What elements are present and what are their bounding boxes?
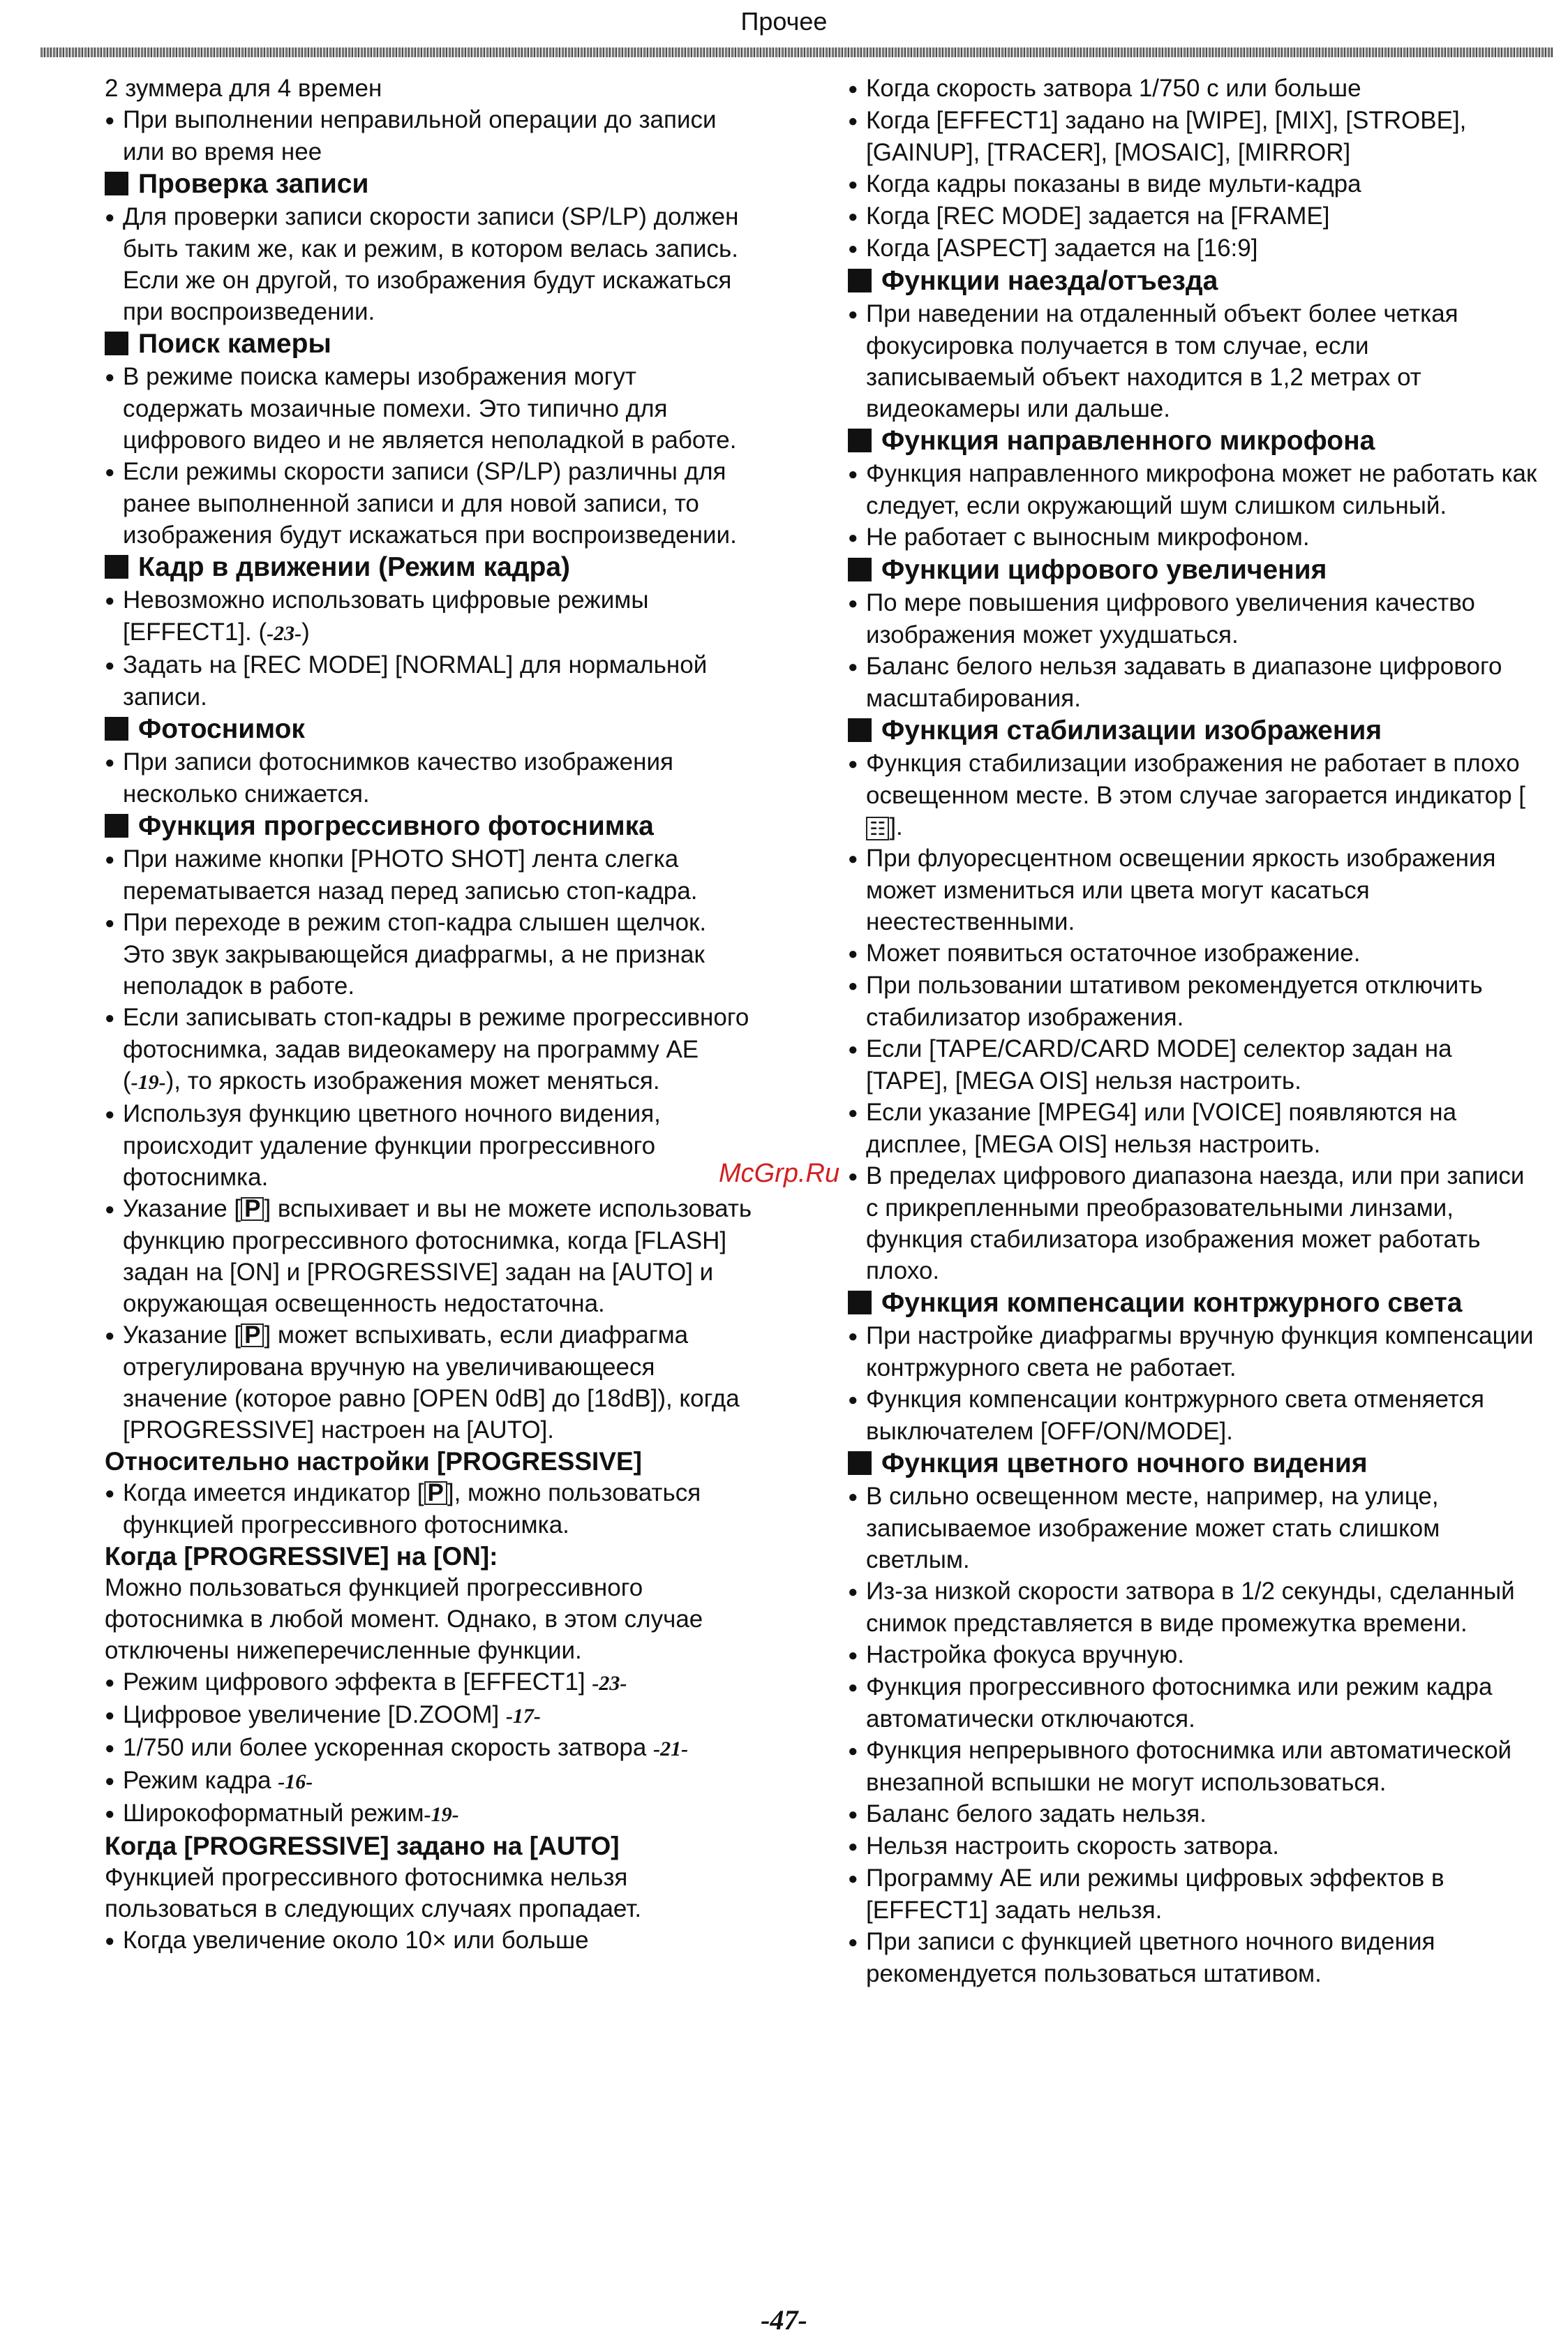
- list-item: ● Режим цифрового эффекта в [EFFECT1] -23-: [105, 1666, 754, 1699]
- list-item: ● По мере повышения цифрового увеличения качество изображения может ухудшаться.: [848, 587, 1539, 651]
- section-square-icon: [105, 814, 128, 838]
- list-item: ● При записи фотоснимков качество изображения несколько снижается.: [105, 746, 754, 810]
- list-item: ● В пределах цифрового диапазона наезда, или при записи с прикрепленными преобразовательными линзами, функция стабилизатора изображения может работать плохо.: [848, 1160, 1539, 1286]
- list-item: ● Используя функцию цветного ночного видения, происходит удаление функции прогрессивного фотоснимка.: [105, 1098, 754, 1193]
- subheading-progressive-auto: Когда [PROGRESSIVE] задано на [AUTO]: [105, 1832, 620, 1860]
- list-item: ● Настройка фокуса вручную.: [848, 1639, 1539, 1671]
- list-item: ● В режиме поиска камеры изображения могут содержать мозаичные помехи. Это типично для цифрового видео и не является неполадкой в работе.: [105, 361, 754, 456]
- section-heading-camera-search: Поиск камеры: [105, 327, 754, 361]
- list-item: ● Не работает с выносным микрофоном.: [848, 521, 1539, 554]
- section-heading-directional-mic: Функция направленного микрофона: [848, 424, 1539, 458]
- section-heading-night-vision: Функция цветного ночного видения: [848, 1447, 1539, 1481]
- list-item: ● Когда [REC MODE] задается на [FRAME]: [848, 200, 1539, 232]
- list-item: ● 1/750 или более ускоренная скорость затвора -21-: [105, 1732, 754, 1765]
- list-item: ● При наведении на отдаленный объект более четкая фокусировка получается в том случае, если записываемый объект находится в 1,2 метрах от видеокамеры или дальше.: [848, 298, 1539, 424]
- list-item: ● Если режимы скорости записи (SP/LP) различны для ранее выполненной записи и для новой записи, то изображения будут искажаться при воспроизведении.: [105, 456, 754, 551]
- left-column: [105, 73, 754, 1957]
- paragraph: Можно пользоваться функцией прогрессивного фотоснимка в любой момент. Однако, в этом случае отключены нижеперечисленные функции.: [105, 1574, 703, 1664]
- page-reference: -17-: [505, 1705, 541, 1728]
- page-header-title: Прочее: [740, 7, 828, 36]
- page-number: -47-: [761, 2304, 807, 2336]
- list-item: ● Баланс белого нельзя задавать в диапазоне цифрового масштабирования.: [848, 651, 1539, 714]
- list-item: ● Когда скорость затвора 1/750 с или больше: [848, 73, 1539, 105]
- section-square-icon: [848, 1291, 872, 1314]
- text-line: 2 зуммера для 4 времен: [105, 75, 382, 102]
- section-square-icon: [105, 717, 128, 741]
- list-item: ● Широкоформатный режим-19-: [105, 1797, 754, 1830]
- watermark: McGrp.Ru: [719, 1159, 840, 1188]
- list-item: ● При записи с функцией цветного ночного видения рекомендуется пользоваться штативом.: [848, 1926, 1539, 1989]
- page-reference: -23-: [592, 1672, 627, 1695]
- list-item: ● При пользовании штативом рекомендуется отключить стабилизатор изображения.: [848, 970, 1539, 1033]
- list-item: ● Режим кадра -16-: [105, 1765, 754, 1797]
- list-item: ● Когда [EFFECT1] задано на [WIPE], [MIX], [STROBE], [GAINUP], [TRACER], [MOSAIC], [MIRROR]: [848, 105, 1539, 168]
- page-reference: -23-: [267, 622, 302, 645]
- list-item: ● Функция компенсации контржурного света отменяется выключателем [OFF/ON/MODE].: [848, 1384, 1539, 1447]
- section-heading-stabilization: Функция стабилизации изображения: [848, 714, 1539, 748]
- list-item: ● Если записывать стоп-кадры в режиме прогрессивного фотоснимка, задав видеокамеру на программу AE (-19-), то яркость изображения может меняться.: [105, 1002, 754, 1098]
- progressive-indicator-icon: P: [241, 1197, 264, 1221]
- section-square-icon: [105, 555, 128, 579]
- list-item: ● При нажиме кнопки [PHOTO SHOT] лента слегка перематывается назад перед записью стоп-кадра.: [105, 843, 754, 907]
- section-heading-progressive-photo: Функция прогрессивного фотоснимка: [105, 810, 754, 843]
- paragraph: Функцией прогрессивного фотоснимка нельзя пользоваться в следующих случаях пропадает.: [105, 1864, 642, 1922]
- list-item: ● Указание [ P ] вспыхивает и вы не можете использовать функцию прогрессивного фотоснимка, когда [FLASH] задан на [ON] и [PROGRESSIVE] задан на [AUTO] и окружающая освещенность недостаточна.: [105, 1193, 754, 1319]
- list-item: ● Если указание [MPEG4] или [VOICE] появляются на дисплее, [MEGA OIS] нельзя настроить.: [848, 1097, 1539, 1160]
- section-heading-frame-mode: Кадр в движении (Режим кадра): [105, 551, 754, 584]
- subheading-progressive-settings: Относительно настройки [PROGRESSIVE]: [105, 1447, 642, 1476]
- list-item: ● Для проверки записи скорости записи (SP/LP) должен быть таким же, как и режим, в котором велась запись. Если же он другой, то изображения будут искажаться при воспроизведении.: [105, 201, 754, 327]
- section-square-icon: [848, 269, 872, 292]
- section-square-icon: [848, 429, 872, 452]
- page-reference: -19-: [424, 1803, 459, 1826]
- list-item: ● При переходе в режим стоп-кадра слышен щелчок. Это звук закрывающейся диафрагмы, а не признак неполадок в работе.: [105, 907, 754, 1002]
- section-square-icon: [105, 172, 128, 195]
- section-square-icon: [848, 558, 872, 581]
- list-item: ● Цифровое увеличение [D.ZOOM] -17-: [105, 1699, 754, 1732]
- section-heading-rec-check: Проверка записи: [105, 168, 754, 201]
- progressive-indicator-icon: P: [424, 1481, 447, 1505]
- progressive-indicator-icon: P: [241, 1323, 264, 1347]
- list-item: ● Указание [ P ] может вспыхивать, если диафрагма отрегулирована вручную на увеличивающееся значение (которое равно [OPEN 0dB] до [18dB]), когда [PROGRESSIVE] настроен на [AUTO].: [105, 1319, 754, 1446]
- list-item: ● Программу AE или режимы цифровых эффектов в [EFFECT1] задать нельзя.: [848, 1862, 1539, 1926]
- list-item: ● Баланс белого задать нельзя.: [848, 1798, 1539, 1830]
- list-item: ● Функция направленного микрофона может не работать как следует, если окружающий шум слишком сильный.: [848, 458, 1539, 521]
- section-square-icon: [105, 332, 128, 355]
- list-item: ● Когда кадры показаны в виде мульти-кадра: [848, 168, 1539, 200]
- section-square-icon: [848, 1451, 872, 1475]
- list-item: ● Функция прогрессивного фотоснимка или режим кадра автоматически отключаются.: [848, 1671, 1539, 1735]
- list-item: ● Задать на [REC MODE] [NORMAL] для нормальной записи.: [105, 649, 754, 713]
- list-item: ● Если [TAPE/CARD/CARD MODE] селектор задан на [TAPE], [MEGA OIS] нельзя настроить.: [848, 1033, 1539, 1097]
- list-item: ● Функция непрерывного фотоснимка или автоматической внезапной вспышки не могут использоваться.: [848, 1735, 1539, 1798]
- list-item: ● При выполнении неправильной операции до записи или во время нее: [105, 104, 754, 168]
- right-column: [848, 73, 1539, 1989]
- list-item: ● Функция стабилизации изображения не работает в плохо освещенном месте. В этом случае загорается индикатор [☷ ].: [848, 748, 1539, 843]
- list-item: ● При флуоресцентном освещении яркость изображения может измениться или цвета могут касаться неестественными.: [848, 843, 1539, 937]
- section-heading-backlight: Функция компенсации контржурного света: [848, 1286, 1539, 1320]
- list-item: ● Когда [ASPECT] задается на [16:9]: [848, 232, 1539, 265]
- section-heading-zoom: Функции наезда/отъезда: [848, 265, 1539, 298]
- page-reference: -16-: [278, 1770, 313, 1793]
- header-divider: [40, 47, 1553, 57]
- section-heading-photo: Фотоснимок: [105, 713, 754, 746]
- list-item: ● Может появиться остаточное изображение.: [848, 937, 1539, 970]
- list-item: ● Когда имеется индикатор [ P ], можно пользоваться функцией прогрессивного фотоснимка.: [105, 1477, 754, 1541]
- list-item: ● Невозможно использовать цифровые режимы [EFFECT1]. (-23-): [105, 584, 754, 649]
- section-heading-digital-zoom: Функции цифрового увеличения: [848, 554, 1539, 587]
- list-item: ● В сильно освещенном месте, например, на улице, записываемое изображение может стать слишком светлым.: [848, 1481, 1539, 1575]
- page-reference: -21-: [653, 1737, 689, 1760]
- list-item: ● Нельзя настроить скорость затвора.: [848, 1830, 1539, 1862]
- list-item: ● При настройке диафрагмы вручную функция компенсации контржурного света не работает.: [848, 1320, 1539, 1384]
- section-square-icon: [848, 718, 872, 742]
- subheading-progressive-on: Когда [PROGRESSIVE] на [ON]:: [105, 1542, 498, 1571]
- page-reference: -19-: [130, 1071, 166, 1094]
- stabilizer-indicator-icon: ☷: [866, 817, 889, 840]
- list-item: ● Когда увеличение около 10× или больше: [105, 1924, 754, 1957]
- list-item: ● Из-за низкой скорости затвора в 1/2 секунды, сделанный снимок представляется в виде промежутка времени.: [848, 1575, 1539, 1639]
